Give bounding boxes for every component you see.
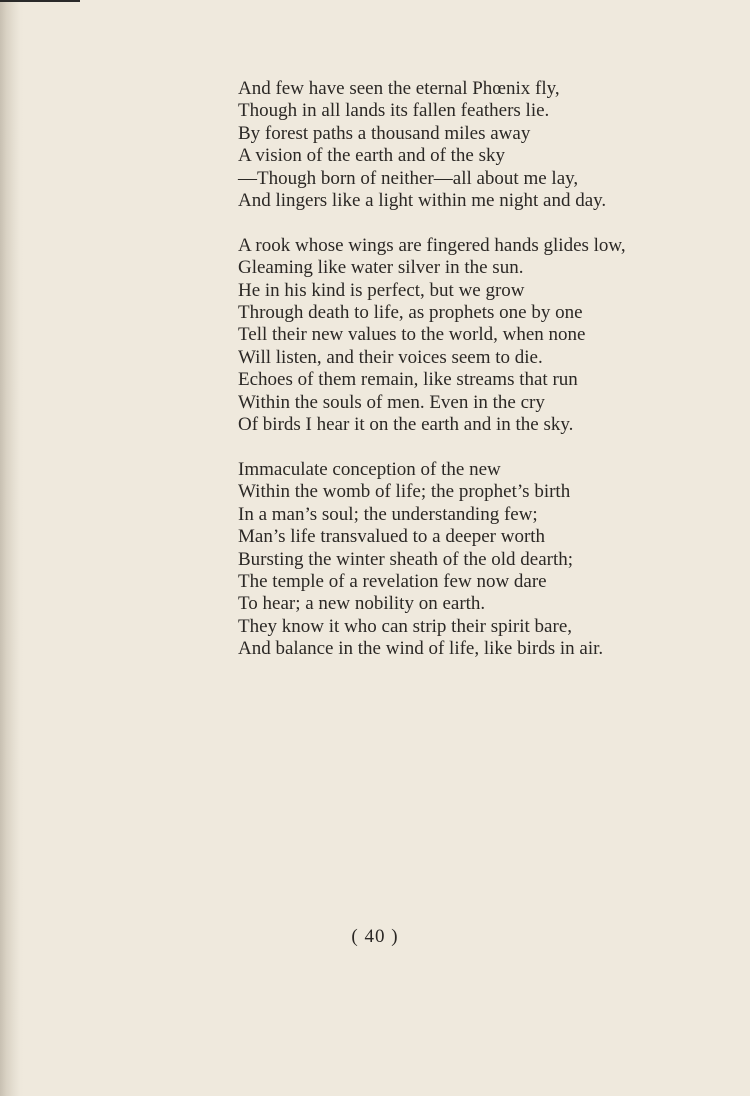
poem-body	[238, 78, 708, 661]
stanza-3	[238, 459, 708, 661]
poem-line: Within the womb of life; the prophet’s birth	[238, 481, 571, 503]
poem-line: And balance in the wind of life, like birds in air.	[238, 638, 604, 660]
poem-line: Will listen, and their voices seem to die.	[238, 346, 543, 368]
poem-line: A rook whose wings are fingered hands glides low,	[238, 234, 626, 256]
poem-line: They know it who can strip their spirit bare,	[238, 615, 573, 637]
stanza-1	[238, 78, 708, 212]
poem-line: Of birds I hear it on the earth and in the sky.	[238, 414, 574, 436]
stanza-2	[238, 235, 708, 437]
poem-line: By forest paths a thousand miles away	[238, 122, 531, 144]
poem-line: Within the souls of men. Even in the cry	[238, 391, 545, 413]
poem-line: And few have seen the eternal Phœnix fly,	[238, 78, 560, 99]
poem-line: To hear; a new nobility on earth.	[238, 593, 486, 615]
poem-line: The temple of a revelation few now dare	[238, 570, 547, 592]
poem-line: —Though born of neither—all about me lay,	[238, 167, 579, 189]
poem-line: Gleaming like water silver in the sun.	[238, 257, 524, 279]
poem-line: Through death to life, as prophets one by one	[238, 302, 583, 324]
poem-line: Man’s life transvalued to a deeper worth	[238, 526, 546, 548]
poem-line: Though in all lands its fallen feathers lie.	[238, 100, 550, 122]
page-number: ( 40 )	[351, 926, 399, 947]
poem-line: Immaculate conception of the new	[238, 458, 501, 480]
poem-line: And lingers like a light within me night and day.	[238, 190, 607, 212]
poem-line: Echoes of them remain, like streams that run	[238, 369, 578, 391]
top-rule	[0, 0, 80, 2]
poem-line: Bursting the winter sheath of the old dearth;	[238, 548, 574, 570]
poem-line: Tell their new values to the world, when none	[238, 324, 586, 346]
poem-line: A vision of the earth and of the sky	[238, 145, 506, 167]
poem-line: In a man’s soul; the understanding few;	[238, 503, 538, 525]
poem-line: He in his kind is perfect, but we grow	[238, 279, 525, 301]
